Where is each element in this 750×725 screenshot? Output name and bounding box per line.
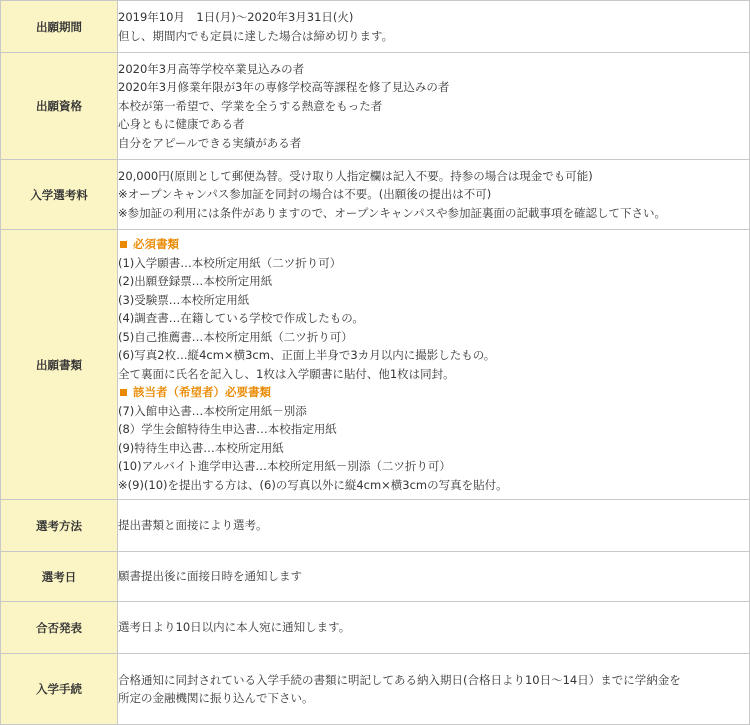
row-label: 出願期間 [1,1,118,53]
required-documents-heading: 必須書類 [118,235,749,254]
square-bullet-icon [120,241,127,248]
row-selection-method [1,500,750,552]
document-item: ※(9)(10)を提出する方は、(6)の写真以外に縦4cm×横3cmの写真を貼付。 [118,477,508,492]
row-label: 入学手続 [1,654,118,725]
text-line: 但し、期間内でも定員に達した場合は締め切ります。 [118,28,394,43]
text-line: 合格通知に同封されている入学手続の書類に明記してある納入期日(合格日より10日～14日）までに学納金を [118,672,681,687]
row-content [118,230,750,500]
text-line: 20,000円(原則として郵便為替。受け取り人指定欄は記入不要。持参の場合は現金でも可能) [118,168,593,183]
row-content [118,654,750,725]
document-item: (8）学生会館特待生申込書…本校指定用紙 [118,422,337,436]
row-label: 出願資格 [1,53,118,160]
document-item: (3)受験票…本校所定用紙 [118,292,250,307]
optional-documents-heading: 該当者（希望者）必要書類 [118,383,749,402]
document-item: (9)特待生申込書…本校所定用紙 [118,440,284,455]
document-item: (6)写真2枚…縦4cm×横3cm、正面上半身で3カ月以内に撮影したもの。 [118,348,496,362]
row-exam-fee [1,160,750,230]
document-item: 全て裏面に氏名を記入し、1枚は入学願書に貼付、他1枚は同封。 [118,366,455,381]
row-label: 出願書類 [1,230,118,500]
document-item: (1)入学願書…本校所定用紙（二ツ折り可） [118,255,342,270]
row-application-period [1,1,750,53]
row-eligibility [1,53,750,160]
document-item: (10)アルバイト進学申込書…本校所定用紙－別添（二ツ折り可） [118,459,451,473]
square-bullet-icon [120,389,127,396]
row-content [118,1,750,53]
text-line: 2019年10月 1日(月)～2020年3月31日(火) [118,10,354,24]
text-line: 本校が第一希望で、学業を全うする熱意をもった者 [118,98,383,113]
text-line: 願書提出後に面接日時を通知します [118,569,302,584]
document-item: (5)自己推薦書…本校所定用紙（二ツ折り可） [118,329,353,344]
text-line: 所定の金融機関に振り込んで下さい。 [118,691,314,705]
row-enrollment-procedure [1,654,750,725]
document-item: (7)入館申込書…本校所定用紙－別添 [118,403,307,418]
text-line: ※参加証の利用には条件がありますので、オープンキャンパスや参加証裏面の記載事項を確認して下さい。 [118,205,667,220]
row-content [118,500,750,552]
row-content [118,53,750,160]
row-result-announcement [1,602,750,654]
row-content [118,552,750,602]
row-selection-date [1,552,750,602]
text-line: 心身ともに健康である者 [118,117,245,132]
row-content [118,602,750,654]
document-item: (4)調査書…在籍している学校で作成したもの。 [118,311,364,325]
row-label: 選考方法 [1,500,118,552]
row-label: 選考日 [1,552,118,602]
text-line: 2020年3月高等学校卒業見込みの者 [118,61,305,76]
row-content [118,160,750,230]
text-line: 提出書類と面接により選考。 [118,518,268,533]
row-label: 合否発表 [1,602,118,654]
document-item: (2)出願登録票…本校所定用紙 [118,274,273,288]
text-line: ※オープンキャンパス参加証を同封の場合は不要。(出願後の提出は不可) [118,187,492,202]
row-label: 入学選考料 [1,160,118,230]
row-application-documents [1,230,750,500]
text-line: 選考日より10日以内に本人宛に通知します。 [118,620,351,635]
text-line: 自分をアピールできる実績がある者 [118,135,302,150]
text-line: 2020年3月修業年限が3年の専修学校高等課程を修了見込みの者 [118,80,450,95]
